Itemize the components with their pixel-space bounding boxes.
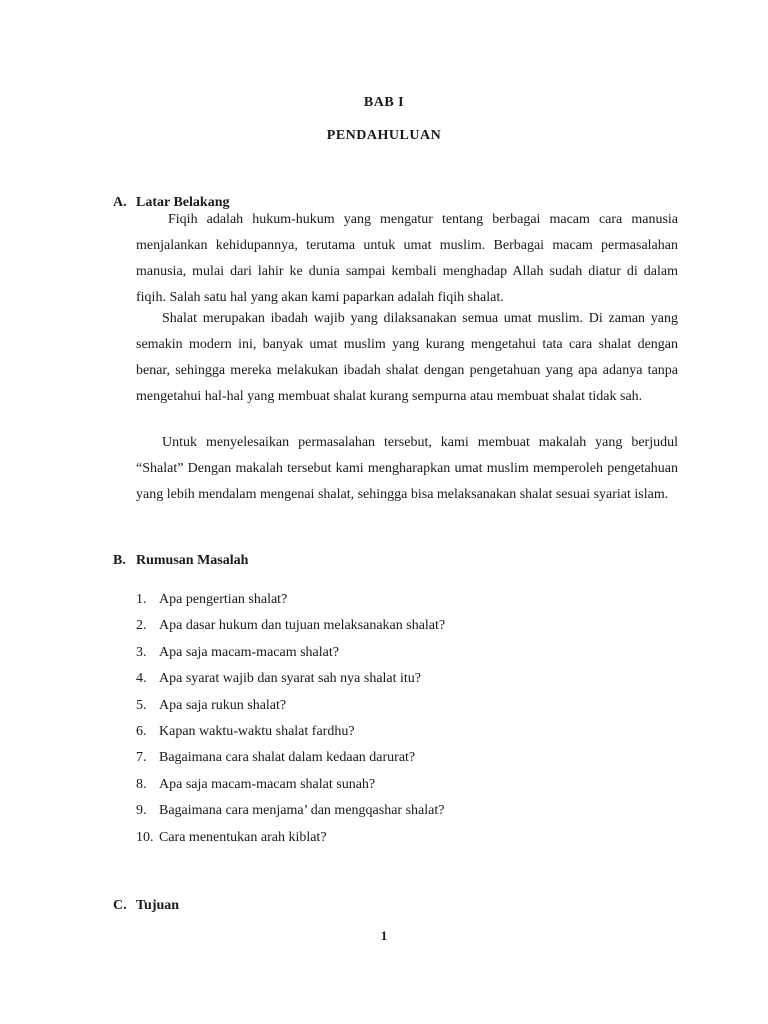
list-item-text: Kapan waktu-waktu shalat fardhu? — [159, 723, 355, 739]
list-item-text: Cara menentukan arah kiblat? — [159, 829, 327, 845]
list-item-number: 1. — [136, 592, 147, 607]
page-number: 1 — [380, 928, 388, 943]
list-item-number: 7. — [136, 750, 147, 766]
list-item-text: Bagaimana cara menjama’ dan mengqashar shalat? — [159, 803, 445, 819]
list-item-number: 8. — [136, 776, 147, 792]
list-item-number: 4. — [136, 671, 147, 687]
list-item-text: Apa saja macam-macam shalat sunah? — [159, 776, 376, 792]
section-letter: A. — [113, 195, 127, 210]
list-item — [136, 666, 696, 692]
list-item-number: 10. — [136, 829, 154, 845]
list-item — [136, 693, 696, 719]
paragraph-1: Fiqih adalah hukum-hukum yang mengatur tentang berbagai macam cara manusia menjalankan kehidupannya, terutama untuk umat muslim. Berbagai macam permasalahan manusia, mulai dari lahir ke dunia sampai kembali menghadap Allah sudah diatur di dalam fiqih. Salah satu hal yang akan kami paparkan adalah fiqih shalat. — [136, 212, 678, 305]
list-item-number: 2. — [136, 618, 147, 634]
chapter-title: PENDAHULUAN — [326, 128, 442, 143]
list-item — [136, 640, 696, 666]
list-item — [136, 587, 696, 613]
list-item — [136, 613, 696, 639]
list-item — [136, 772, 696, 798]
section-title: Latar Belakang — [136, 195, 230, 210]
paragraph-3: Untuk menyelesaikan permasalahan tersebut, kami membuat makalah yang berjudul “Shalat” Dengan makalah tersebut kami mengharapkan umat muslim memperoleh pengetahuan yang lebih mendalam mengenai shalat, sehingga bisa melaksanakan shalat sesuai syariat islam. — [136, 435, 678, 502]
list-item-number: 3. — [136, 644, 147, 660]
list-item-number: 9. — [136, 803, 147, 819]
section-heading-tujuan — [113, 898, 179, 914]
list-item-text: Apa pengertian shalat? — [159, 592, 288, 607]
list-item — [136, 798, 696, 824]
list-item-text: Apa saja rukun shalat? — [159, 697, 287, 713]
list-item-number: 6. — [136, 723, 147, 739]
section-letter: B. — [113, 553, 126, 568]
paragraph-2: Shalat merupakan ibadah wajib yang dilaksanakan semua umat muslim. Di zaman yang semakin modern ini, banyak umat muslim yang kurang mengetahui tata cara shalat dengan benar, sehingga mereka melakukan ibadah shalat dengan pengetahuan yang apa adanya tanpa mengetahui hal-hal yang membuat shalat kurang sempurna atau membuat shalat tidak sah. — [136, 311, 678, 404]
list-item — [136, 719, 696, 745]
chapter-number: BAB I — [363, 95, 405, 110]
section-heading-rumusan-masalah — [113, 553, 248, 569]
section-title: Tujuan — [136, 898, 180, 913]
list-item-number: 5. — [136, 697, 147, 713]
question-list — [136, 587, 696, 851]
section-letter: C. — [113, 898, 127, 913]
list-item-text: Apa syarat wajib dan syarat sah nya shalat itu? — [159, 671, 422, 687]
list-item — [136, 825, 696, 851]
list-item-text: Apa saja macam-macam shalat? — [159, 644, 339, 660]
list-item — [136, 745, 696, 771]
section-title: Rumusan Masalah — [136, 553, 249, 568]
list-item-text: Bagaimana cara shalat dalam kedaan darurat? — [159, 750, 416, 766]
list-item-text: Apa dasar hukum dan tujuan melaksanakan shalat? — [159, 618, 446, 634]
